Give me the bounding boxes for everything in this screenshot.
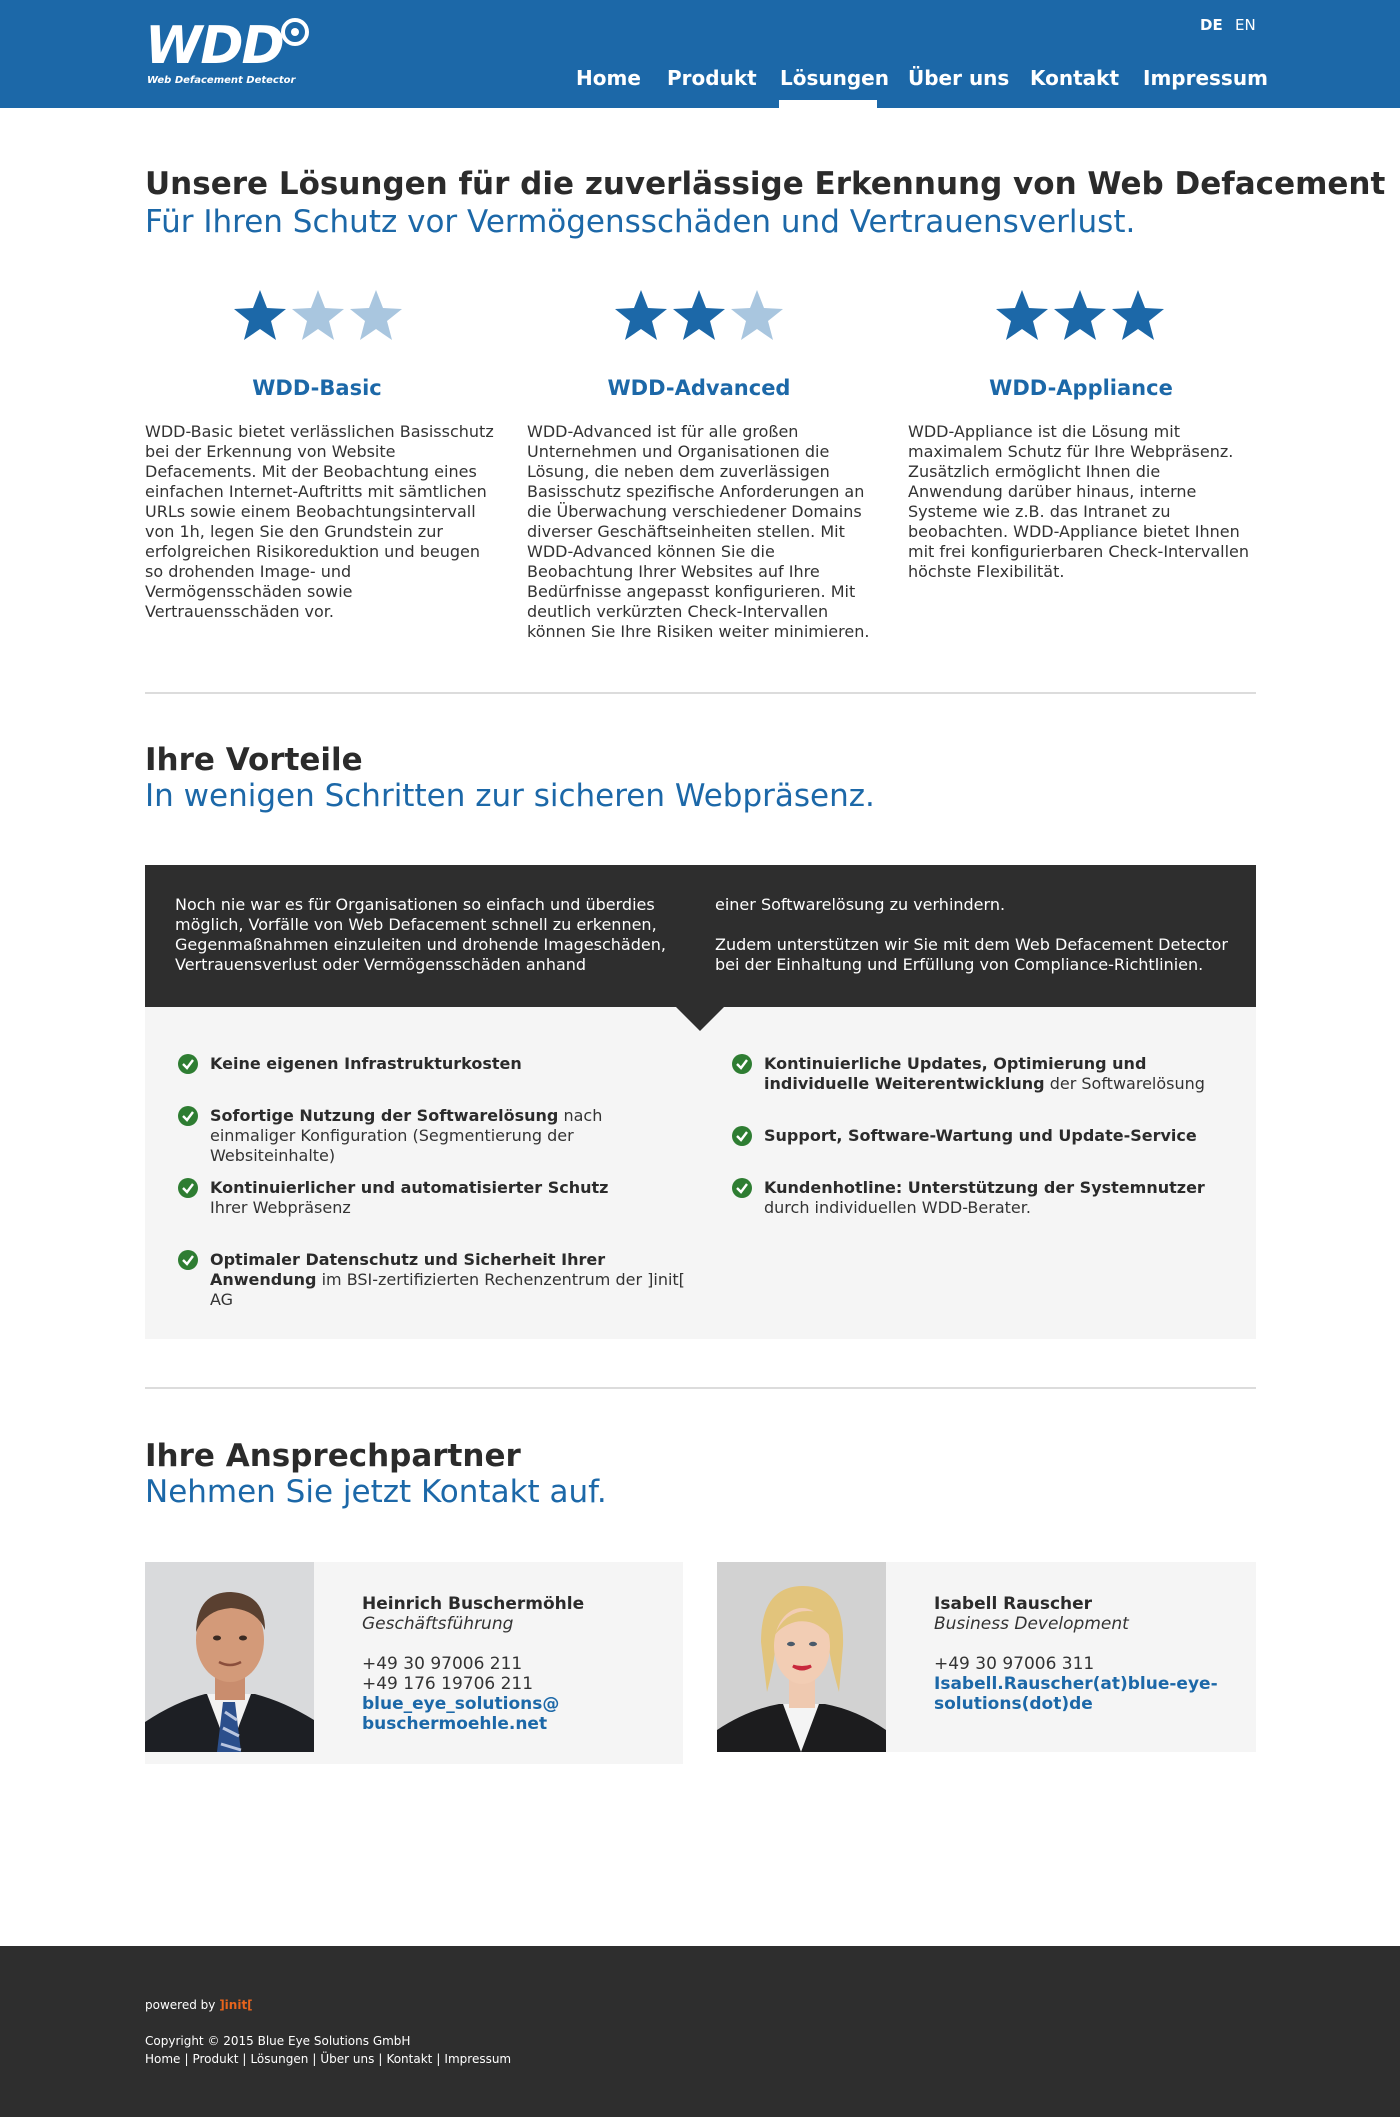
star-empty-icon bbox=[348, 288, 404, 342]
plan-name-advanced: WDD-Advanced bbox=[607, 376, 791, 400]
email-line-2: solutions(dot)de bbox=[934, 1694, 1093, 1714]
feature-rest: durch individuellen WDD-Berater. bbox=[764, 1198, 1031, 1217]
feature-bold: Sofortige Nutzung der Softwarelösung bbox=[210, 1106, 559, 1125]
check-circle-icon bbox=[732, 1054, 752, 1074]
contacts-subtitle: Nehmen Sie jetzt Kontakt auf. bbox=[145, 1474, 607, 1510]
footer-link-loesungen[interactable]: Lösungen bbox=[250, 2052, 309, 2066]
feature-item bbox=[732, 1178, 1252, 1222]
check-circle-icon bbox=[178, 1250, 198, 1270]
feature-rest: der Softwarelösung bbox=[1044, 1074, 1205, 1093]
contact-card-isabell bbox=[717, 1562, 1256, 1752]
site-footer bbox=[0, 1946, 1400, 2117]
intro-box-pointer bbox=[676, 1007, 724, 1031]
feature-bold: Support, Software-Wartung und Update-Service bbox=[764, 1126, 1197, 1145]
init-brand-link[interactable]: ]init[ bbox=[219, 1998, 253, 2012]
advantages-title: Ihre Vorteile bbox=[145, 742, 363, 778]
star-filled-icon bbox=[994, 288, 1050, 342]
contact-info-heinrich bbox=[362, 1594, 584, 1734]
solutions-subtitle: Für Ihren Schutz vor Vermögensschäden und Vertrauensverlust. bbox=[145, 204, 1136, 240]
feature-item bbox=[178, 1250, 698, 1309]
feature-item bbox=[178, 1178, 698, 1222]
feature-item bbox=[732, 1054, 1252, 1098]
nav-produkt[interactable]: Produkt bbox=[667, 66, 757, 90]
email-line-1: blue_eye_solutions@ bbox=[362, 1694, 560, 1714]
star-filled-icon bbox=[613, 288, 669, 342]
footer-link-produkt[interactable]: Produkt bbox=[192, 2052, 239, 2066]
avatar-isabell bbox=[717, 1562, 886, 1752]
plan-desc-advanced: WDD-Advanced ist für alle großen Unternehmen und Organisationen die Lösung, die neben dem zuverlässigen Basisschutz spezifische Anforderungen an die Überwachung verschiedener Domains diverser Geschäftseinheiten stellen. Mit WDD-Advanced können Sie die Beobachtung Ihrer Websites auf Ihre Bedürfnisse angepasst konfigurieren. Mit deutlich verkürzten Check-Intervallen können Sie Ihre Risiken weiter minimieren. bbox=[527, 422, 870, 641]
powered-by-label: powered by bbox=[145, 1998, 216, 2012]
contact-info-isabell bbox=[934, 1594, 1218, 1714]
feature-bold: Keine eigenen Infrastrukturkosten bbox=[210, 1054, 522, 1073]
star-filled-icon bbox=[671, 288, 727, 342]
check-circle-icon bbox=[178, 1106, 198, 1126]
plan-desc-appliance: WDD-Appliance ist die Lösung mit maximalem Schutz für Ihre Webpräsenz. Zusätzlich ermöglicht Ihnen die Anwendung darüber hinaus, interne Systeme wie z.B. das Intranet zu beobachten. WDD-Appliance bietet Ihnen mit frei konfigurierbaren Check-Intervallen höchste Flexibilität. bbox=[908, 422, 1250, 581]
feature-bold: Kontinuierliche Updates, Optimierung und individuelle Weiterentwicklung bbox=[764, 1054, 1147, 1093]
intro-paragraph-1: einer Softwarelösung zu verhindern. bbox=[715, 895, 1006, 914]
check-circle-icon bbox=[732, 1126, 752, 1146]
contact-email-link[interactable] bbox=[362, 1694, 584, 1734]
nav-active-indicator bbox=[779, 100, 877, 108]
star-filled-icon bbox=[1052, 288, 1108, 342]
wdd-logo[interactable] bbox=[145, 16, 315, 90]
contact-name: Isabell Rauscher bbox=[934, 1594, 1093, 1614]
advantages-subtitle: In wenigen Schritten zur sicheren Webpräsenz. bbox=[145, 778, 875, 814]
feature-bold: Kontinuierlicher und automatisierter Schutz bbox=[210, 1178, 609, 1197]
contact-role: Business Development bbox=[934, 1614, 1129, 1634]
contact-phone[interactable]: +49 30 97006 211 bbox=[362, 1654, 523, 1674]
contact-card-heinrich bbox=[145, 1562, 683, 1764]
star-empty-icon bbox=[290, 288, 346, 342]
section-divider bbox=[145, 692, 1256, 694]
check-circle-icon bbox=[178, 1054, 198, 1074]
intro-column-1: Noch nie war es für Organisationen so einfach und überdies möglich, Vorfälle von Web Defacement schnell zu erkennen, Gegenmaßnahmen einzuleiten und drohende Imageschäden, Vertrauensverlust oder Vermögensschäden anhand bbox=[175, 895, 666, 974]
feature-rest: Ihrer Webpräsenz bbox=[210, 1198, 351, 1217]
star-filled-icon bbox=[1110, 288, 1166, 342]
nav-loesungen[interactable]: Lösungen bbox=[780, 66, 889, 90]
advantages-intro-box bbox=[145, 865, 1256, 1007]
section-divider bbox=[145, 1387, 1256, 1389]
feature-item bbox=[178, 1106, 698, 1165]
feature-bold: Kundenhotline: Unterstützung der Systemnutzer bbox=[764, 1178, 1205, 1197]
star-filled-icon bbox=[232, 288, 288, 342]
nav-home[interactable]: Home bbox=[576, 66, 641, 90]
check-circle-icon bbox=[732, 1178, 752, 1198]
rating-advanced bbox=[613, 288, 793, 346]
site-header bbox=[0, 0, 1400, 108]
email-line-2: buschermoehle.net bbox=[362, 1714, 548, 1734]
contact-phone[interactable]: +49 30 97006 311 bbox=[934, 1654, 1095, 1674]
intro-paragraph-2: Zudem unterstützen wir Sie mit dem Web Defacement Detector bei der Einhaltung und Erfüllung von Compliance-Richtlinien. bbox=[715, 935, 1228, 974]
plan-name-appliance: WDD-Appliance bbox=[989, 376, 1173, 400]
check-circle-icon bbox=[178, 1178, 198, 1198]
rating-basic bbox=[232, 288, 412, 346]
contacts-title: Ihre Ansprechpartner bbox=[145, 1438, 521, 1474]
logo-wordmark: WDD bbox=[145, 16, 283, 76]
nav-kontakt[interactable]: Kontakt bbox=[1030, 66, 1120, 90]
copyright: Copyright © 2015 Blue Eye Solutions GmbH bbox=[145, 2034, 411, 2048]
footer-nav: Home | Produkt | Lösungen | Über uns | Kontakt | Impressum bbox=[145, 2052, 512, 2066]
contact-name: Heinrich Buschermöhle bbox=[362, 1594, 585, 1614]
contact-mobile[interactable]: +49 176 19706 211 bbox=[362, 1674, 534, 1694]
logo-ring-icon bbox=[281, 18, 309, 46]
powered-by bbox=[145, 1998, 253, 2012]
feature-bold: Optimaler Datenschutz und Sicherheit Ihrer Anwendung bbox=[210, 1250, 606, 1289]
star-empty-icon bbox=[729, 288, 785, 342]
intro-column-2 bbox=[715, 895, 1235, 975]
lang-en-link[interactable]: EN bbox=[1235, 16, 1256, 34]
lang-de-link[interactable]: DE bbox=[1200, 16, 1223, 34]
footer-link-impressum[interactable]: Impressum bbox=[444, 2052, 512, 2066]
contact-role: Geschäftsführung bbox=[362, 1614, 514, 1634]
logo-subtitle: Web Defacement Detector bbox=[147, 75, 296, 86]
footer-link-ueber-uns[interactable]: Über uns bbox=[320, 2052, 375, 2066]
feature-rest: nach einmaliger Konfiguration (Segmentierung der Websiteinhalte) bbox=[210, 1106, 603, 1165]
feature-item bbox=[732, 1126, 1252, 1150]
solutions-title: Unsere Lösungen für die zuverlässige Erkennung von Web Defacement bbox=[145, 166, 1386, 202]
footer-link-kontakt[interactable]: Kontakt bbox=[386, 2052, 433, 2066]
plan-desc-basic: WDD-Basic bietet verlässlichen Basisschutz bei der Erkennung von Website Defacements. Mit der Beobachtung eines einfachen Internet-Auftritts mit sämtlichen URLs sowie einem Beobachtungsintervall von 1h, legen Sie den Grundstein zur erfolgreichen Risikoreduktion und beugen so drohenden Image- und Vermögensschäden sowie Vertrauensschäden vor. bbox=[145, 422, 494, 621]
nav-ueber-uns[interactable]: Über uns bbox=[908, 66, 1010, 90]
avatar-heinrich bbox=[145, 1562, 314, 1752]
contact-email-link[interactable] bbox=[934, 1674, 1218, 1714]
feature-item bbox=[178, 1054, 698, 1078]
rating-appliance bbox=[994, 288, 1174, 346]
footer-link-home[interactable]: Home bbox=[145, 2052, 181, 2066]
nav-impressum[interactable]: Impressum bbox=[1143, 66, 1268, 90]
feature-rest: im BSI-zertifizierten Rechenzentrum der ]init[ AG bbox=[210, 1270, 685, 1309]
plan-name-basic: WDD-Basic bbox=[252, 376, 382, 400]
email-line-1: Isabell.Rauscher(at)blue-eye- bbox=[934, 1674, 1218, 1694]
